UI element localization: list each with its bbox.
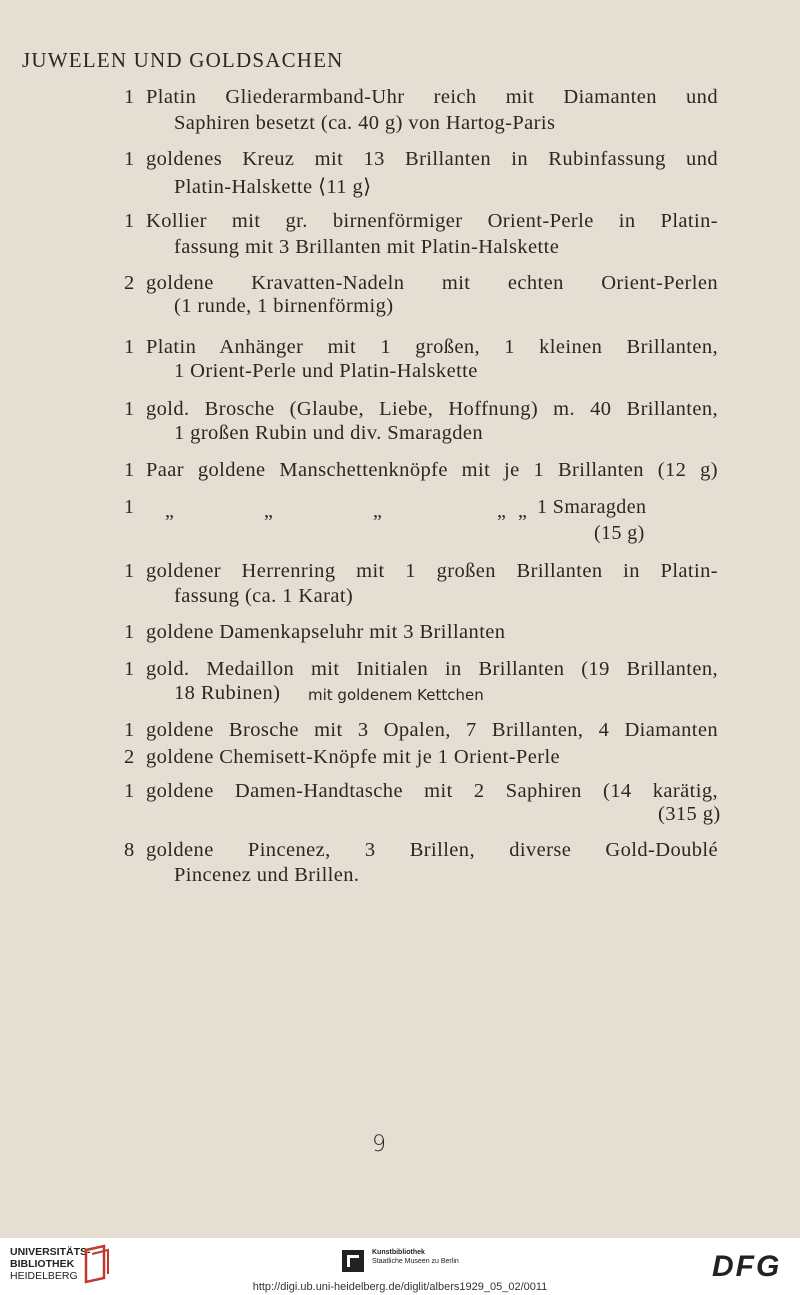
item-text-line2: (15 g) <box>594 522 645 544</box>
ditto-mark: „ <box>497 500 506 522</box>
item-text-line2: (1 runde, 1 birnenförmig) <box>174 295 394 317</box>
item-text-line2: Platin-Halskette ⟨11 g⟩ <box>174 176 372 198</box>
item-quantity: 1 <box>124 398 135 420</box>
item-text-line2: Pincenez und Brillen. <box>174 864 360 886</box>
item-text-line1: goldene Pincenez, 3 Brillen, diverse Gold-Doublé <box>146 839 718 861</box>
item-quantity: 1 <box>124 780 135 802</box>
digitization-footer <box>0 1238 800 1295</box>
item-text-line2: Saphiren besetzt (ca. 40 g) von Hartog-Paris <box>174 112 556 134</box>
item-quantity: 1 <box>124 621 135 643</box>
item-text-line1: Platin Anhänger mit 1 großen, 1 kleinen Brillanten, <box>146 336 718 358</box>
item-text-line1: goldene Chemisett-Knöpfe mit je 1 Orient-Perle <box>146 746 561 768</box>
handwritten-note: mit goldenem Kettchen <box>308 686 484 704</box>
item-quantity: 2 <box>124 272 135 294</box>
item-text-line1: Paar goldene Manschettenknöpfe mit je 1 Brillanten (12 g) <box>146 459 718 481</box>
item-text-line2: (315 g) <box>658 803 721 825</box>
item-text-line1: goldener Herrenring mit 1 großen Brillanten in Platin- <box>146 560 718 582</box>
section-heading: JUWELEN UND GOLDSACHEN <box>22 48 344 72</box>
ditto-mark: „ <box>165 500 174 522</box>
page-number: 9 <box>372 1132 386 1157</box>
item-text-line1: gold. Brosche (Glaube, Liebe, Hoffnung) m. 40 Brillanten, <box>146 398 718 420</box>
item-text-line1: Kollier mit gr. birnenförmiger Orient-Perle in Platin- <box>146 210 718 232</box>
item-quantity: 1 <box>124 658 135 680</box>
uni-logo-line: UNIVERSITÄTS- <box>10 1246 91 1258</box>
university-library-logo[interactable] <box>10 1246 91 1282</box>
item-quantity: 8 <box>124 839 135 861</box>
item-quantity: 1 <box>124 719 135 741</box>
item-quantity: 1 <box>124 336 135 358</box>
item-text-line1: goldene Kravatten-Nadeln mit echten Orient-Perlen <box>146 272 718 294</box>
university-emblem-icon <box>82 1244 112 1284</box>
item-quantity: 1 <box>124 148 135 170</box>
item-text-line2: fassung (ca. 1 Karat) <box>174 585 354 607</box>
item-text-line1: goldene Damen-Handtasche mit 2 Saphiren (14 karätig, <box>146 780 718 802</box>
item-text-line1: Platin Gliederarmband-Uhr reich mit Diamanten und <box>146 86 718 108</box>
item-text-line2: 18 Rubinen) <box>174 682 281 704</box>
item-quantity: 1 <box>124 496 134 518</box>
item-text-line1: gold. Medaillon mit Initialen in Brillanten (19 Brillanten, <box>146 658 718 680</box>
item-quantity: 1 <box>124 86 135 108</box>
source-url[interactable]: http://digi.ub.uni-heidelberg.de/diglit/albers1929_05_02/0011 <box>252 1281 548 1293</box>
item-text-line2: fassung mit 3 Brillanten mit Platin-Halskette <box>174 236 560 258</box>
item-quantity: 1 <box>124 459 135 481</box>
item-text-line2: 1 großen Rubin und div. Smaragden <box>174 422 484 444</box>
item-quantity: 1 <box>124 560 135 582</box>
kb-logo-line: Kunstbibliothek <box>372 1249 425 1256</box>
item-text-line1: 1 Smaragden <box>537 496 647 518</box>
kunstbibliothek-logo-icon <box>342 1250 364 1272</box>
kunstbibliothek-logo[interactable] <box>372 1248 459 1266</box>
dfg-logo[interactable]: DFG <box>712 1250 782 1283</box>
ditto-mark: „ <box>264 500 273 522</box>
ditto-mark: „ <box>373 500 382 522</box>
ditto-mark: „ <box>518 500 527 522</box>
item-text-line1: goldene Damenkapseluhr mit 3 Brillanten <box>146 621 506 643</box>
uni-logo-line: HEIDELBERG <box>10 1270 78 1282</box>
item-quantity: 1 <box>124 210 135 232</box>
item-quantity: 2 <box>124 746 135 768</box>
uni-logo-line: BIBLIOTHEK <box>10 1258 75 1270</box>
item-text-line1: goldene Brosche mit 3 Opalen, 7 Brillanten, 4 Diamanten <box>146 719 718 741</box>
item-text-line1: goldenes Kreuz mit 13 Brillanten in Rubinfassung und <box>146 148 718 170</box>
kb-logo-line: Staatliche Museen zu Berlin <box>372 1258 459 1265</box>
item-text-line2: 1 Orient-Perle und Platin-Halskette <box>174 360 478 382</box>
